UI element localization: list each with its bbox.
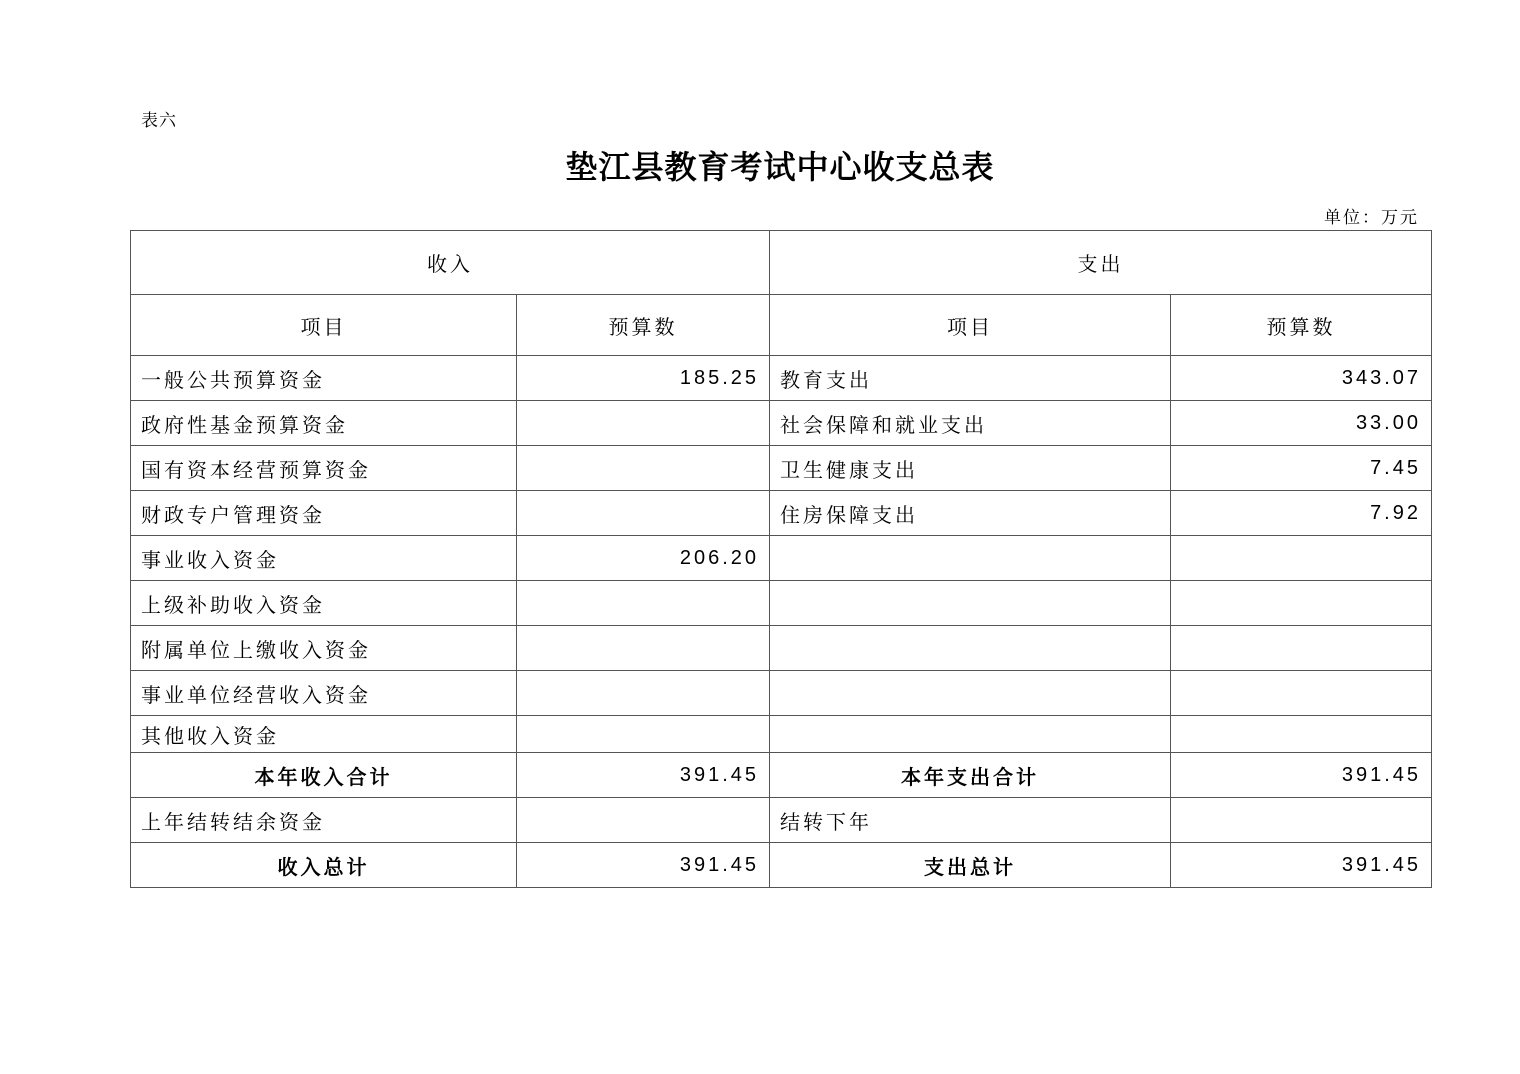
income-budget-cell <box>517 671 770 716</box>
income-budget-cell <box>517 446 770 491</box>
expense-subtotal-value: 391.45 <box>1171 753 1432 798</box>
income-budget-cell <box>517 401 770 446</box>
income-item-cell: 上级补助收入资金 <box>131 581 517 626</box>
table-row <box>131 581 1432 626</box>
page-title: 垫江县教育考试中心收支总表 <box>565 148 995 186</box>
expense-item-cell <box>770 626 1171 671</box>
income-budget-cell <box>517 716 770 753</box>
income-total-label: 收入总计 <box>131 843 517 888</box>
income-budget-cell <box>517 491 770 536</box>
income-item-cell: 财政专户管理资金 <box>131 491 517 536</box>
expense-budget-cell <box>1171 671 1432 716</box>
income-item-cell: 附属单位上缴收入资金 <box>131 626 517 671</box>
expense-total-value: 391.45 <box>1171 843 1432 888</box>
table-row <box>131 356 1432 401</box>
expense-total-label: 支出总计 <box>770 843 1171 888</box>
income-header: 收入 <box>131 231 770 295</box>
expense-budget-cell <box>1171 626 1432 671</box>
expense-item-cell <box>770 536 1171 581</box>
expense-subtotal-label: 本年支出合计 <box>770 753 1171 798</box>
table-number-label: 表六 <box>141 111 177 131</box>
expense-item-cell <box>770 581 1171 626</box>
expense-budget-cell <box>1171 536 1432 581</box>
expense-budget-cell <box>1171 716 1432 753</box>
table-row <box>131 671 1432 716</box>
expense-budget-cell: 343.07 <box>1171 356 1432 401</box>
income-carryover-label: 上年结转结余资金 <box>131 798 517 843</box>
expense-budget-cell: 33.00 <box>1171 401 1432 446</box>
expense-header: 支出 <box>770 231 1432 295</box>
income-budget-cell: 206.20 <box>517 536 770 581</box>
expense-budget-cell: 7.45 <box>1171 446 1432 491</box>
carryover-row <box>131 798 1432 843</box>
income-budget-cell: 185.25 <box>517 356 770 401</box>
expense-budget-header: 预算数 <box>1171 295 1432 356</box>
table-row <box>131 626 1432 671</box>
expense-item-cell: 住房保障支出 <box>770 491 1171 536</box>
expense-item-header: 项目 <box>770 295 1171 356</box>
expense-carryover-label: 结转下年 <box>770 798 1171 843</box>
expense-carryover-value <box>1171 798 1432 843</box>
income-item-cell: 事业收入资金 <box>131 536 517 581</box>
table-row <box>131 446 1432 491</box>
table-row <box>131 716 1432 753</box>
income-budget-cell <box>517 581 770 626</box>
expense-item-cell <box>770 671 1171 716</box>
income-total-value: 391.45 <box>517 843 770 888</box>
table-row <box>131 401 1432 446</box>
expense-budget-cell <box>1171 581 1432 626</box>
table-subheader-row <box>131 295 1432 356</box>
expense-item-cell: 教育支出 <box>770 356 1171 401</box>
income-item-cell: 国有资本经营预算资金 <box>131 446 517 491</box>
income-item-header: 项目 <box>131 295 517 356</box>
unit-label: 单位：万元 <box>1324 208 1419 228</box>
income-budget-header: 预算数 <box>517 295 770 356</box>
expense-item-cell: 卫生健康支出 <box>770 446 1171 491</box>
income-carryover-value <box>517 798 770 843</box>
income-item-cell: 其他收入资金 <box>131 716 517 753</box>
income-item-cell: 一般公共预算资金 <box>131 356 517 401</box>
income-subtotal-value: 391.45 <box>517 753 770 798</box>
subtotal-row <box>131 753 1432 798</box>
table-row <box>131 536 1432 581</box>
total-row <box>131 843 1432 888</box>
expense-budget-cell: 7.92 <box>1171 491 1432 536</box>
table-header-row <box>131 231 1432 295</box>
expense-item-cell <box>770 716 1171 753</box>
expense-item-cell: 社会保障和就业支出 <box>770 401 1171 446</box>
income-budget-cell <box>517 626 770 671</box>
budget-summary-table <box>130 230 1432 888</box>
income-item-cell: 事业单位经营收入资金 <box>131 671 517 716</box>
income-subtotal-label: 本年收入合计 <box>131 753 517 798</box>
income-item-cell: 政府性基金预算资金 <box>131 401 517 446</box>
table-row <box>131 491 1432 536</box>
